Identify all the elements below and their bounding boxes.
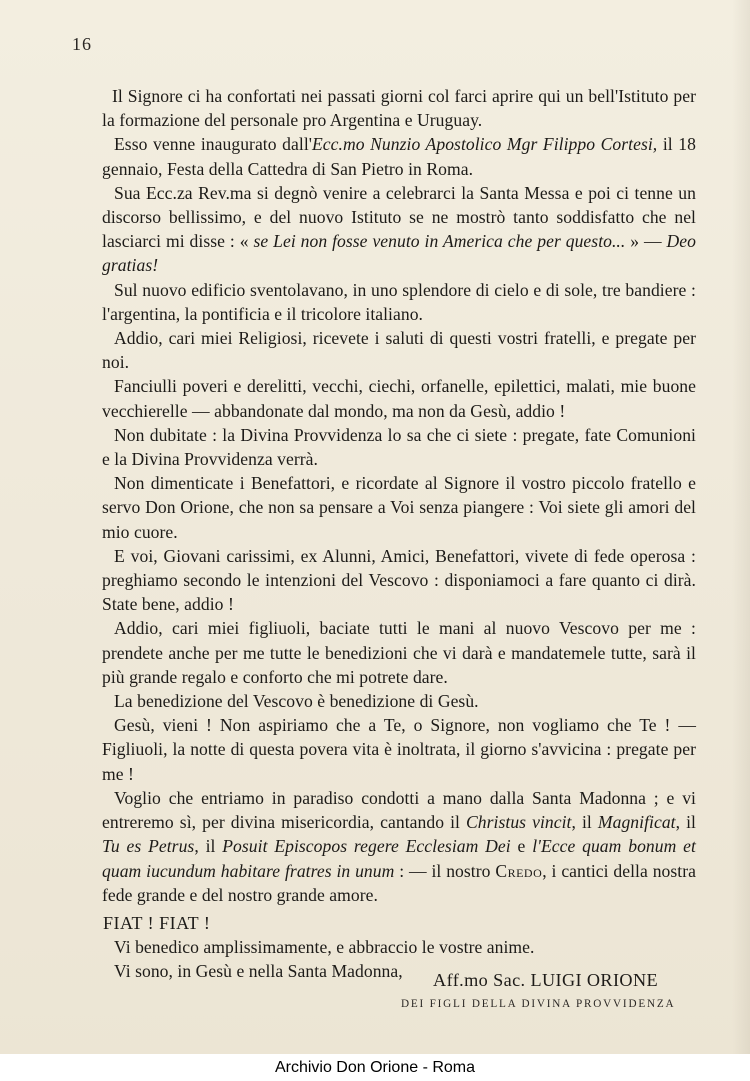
- hymn-title: Christus vincit: [466, 812, 572, 833]
- signature-name: Aff.mo Sac. LUIGI ORIONE: [433, 970, 658, 990]
- fiat-exclamation: FIAT ! FIAT !: [103, 912, 211, 933]
- archive-footer: Archivio Don Orione - Roma: [0, 1054, 750, 1081]
- nuncio-name: Ecc.mo Nunzio Apostolico Mgr Filippo Cortesi,: [311, 134, 658, 155]
- text-run: Voglio che entriamo in paradiso condotti a mano dalla Santa Madonna ; e vi entreremo sì, per divina misericordia, cantando il: [102, 787, 696, 833]
- paragraph-paradise: [102, 786, 696, 907]
- text-run: Sua Ecc.za Rev.ma si degnò venire a celebrarci la Santa Messa e poi ci tenne un discorso bellissimo, e del nuovo Istituto se ne mostrò tanto soddisfatto che nel lasciarci mi disse : «: [102, 182, 696, 252]
- text-run: : — il nostro: [394, 860, 496, 881]
- deo-gratias: Deo gratias!: [102, 231, 696, 276]
- text-run: e: [510, 836, 533, 857]
- hymn-title: Magnificat: [597, 812, 676, 833]
- paragraph-sons: Addio, cari miei figliuoli, baciate tutti le mani al nuovo Vescovo per me : prendete anche per me tutte le benedizioni che vi darà e mandatemele tutte, sarà il più grande regalo e conforto che mi potrete dare.: [102, 618, 696, 687]
- paragraph-inauguration: [102, 132, 696, 180]
- paragraph-youth: E voi, Giovani carissimi, ex Alunni, Amici, Benefattori, vivete di fede operosa : preghiamo secondo le intenzioni del Vescovo : disponiamoci a fare quanto ci dirà. State bene, addio !: [102, 545, 696, 615]
- signature-congregation: DEI FIGLI DELLA DIVINA PROVVIDENZA: [401, 998, 676, 1010]
- paragraph-mass: [102, 181, 696, 278]
- text-run: Esso venne inaugurato dall': [114, 134, 312, 155]
- paragraph-jesus: Gesù, vieni ! Non aspiriamo che a Te, o Signore, non vogliamo che Te ! — Figliuoli, la notte di questa povera vita è inoltrata, il giorno s'avvicina : pregate per me !: [102, 715, 696, 784]
- paragraph-benefactors: Non dimenticate i Benefattori, e ricordate al Signore il vostro piccolo fratello e servo Don Orione, che non sa pensare a Voi senza piangere : Voi siete gli amori del mio cuore.: [102, 473, 696, 542]
- hymn-title: Posuit Episcopos regere Ecclesiam Dei: [222, 836, 511, 857]
- text-run: » —: [625, 231, 667, 252]
- paragraph-blessing: La benedizione del Vescovo è benedizione di Gesù.: [114, 691, 479, 712]
- text-run: , i cantici della nostra fede grande e del nostro grande amore.: [102, 860, 696, 905]
- hymn-title: l'Ecce quam bonum et quam iucundum habitare fratres in unum: [102, 836, 696, 881]
- paragraph-poor: Fanciulli poveri e derelitti, vecchi, ciechi, orfanelle, epilettici, malati, mie buone vecchierelle — abbandonate dal mondo, ma non da Gesù, addio !: [102, 376, 696, 421]
- text-run: il 18 gennaio, Festa della Cattedra di San Pietro in Roma.: [102, 134, 696, 179]
- hymn-title: Tu es Petrus: [102, 836, 195, 857]
- page-edge-shadow: [732, 0, 750, 1054]
- page-number: 16: [72, 34, 92, 54]
- nuncio-quote: se Lei non fosse venuto in America che per questo...: [253, 231, 626, 252]
- text-run: , il: [194, 836, 223, 857]
- paragraph-closing: Vi sono, in Gesù e nella Santa Madonna,: [114, 961, 403, 982]
- credo-word: Credo: [495, 860, 543, 881]
- paragraph-providence: Non dubitate : la Divina Provvidenza lo sa che ci siete : pregate, fate Comunioni e la Divina Provvidenza verrà.: [102, 424, 696, 470]
- text-run: , il: [571, 812, 598, 833]
- paragraph-flags: Sul nuovo edificio sventolavano, in uno splendore di cielo e di sole, tre bandiere : l'argentina, la pontificia e il tricolore italiano.: [102, 279, 696, 324]
- paragraph-bless-souls: Vi benedico amplissimamente, e abbraccio le vostre anime.: [114, 937, 535, 958]
- paragraph-institute: Il Signore ci ha confortati nei passati giorni col farci aprire qui un bell'Istituto per la formazione del personale pro Argentina e Uruguay.: [102, 86, 696, 131]
- letter-body: [102, 84, 696, 984]
- paragraph-religious: Addio, cari miei Religiosi, ricevete i saluti di questi vostri fratelli, e pregate per noi.: [102, 328, 696, 373]
- text-run: , il: [675, 812, 696, 833]
